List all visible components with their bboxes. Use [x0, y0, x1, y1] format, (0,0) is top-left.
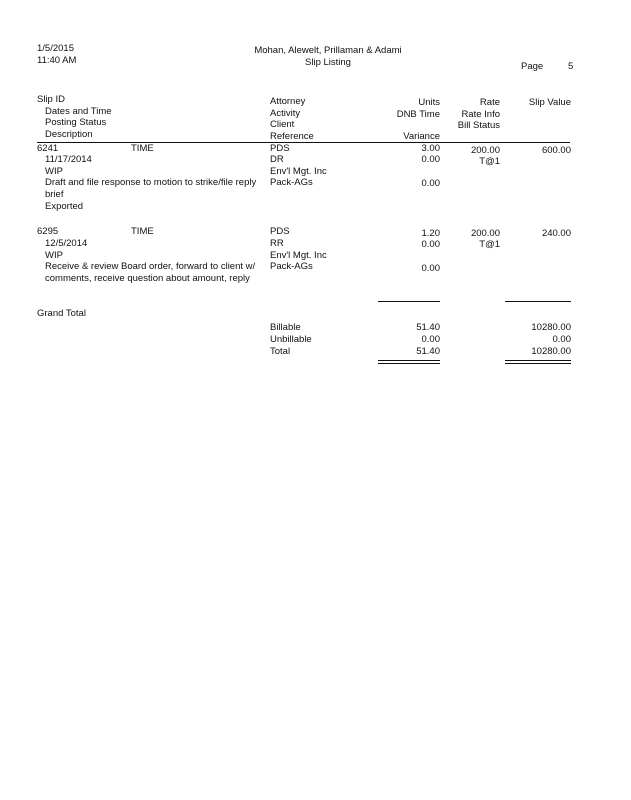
- slip-value: 600.00: [541, 145, 571, 156]
- slip-status: WIP: [45, 166, 63, 177]
- slip-activity: RR: [270, 238, 284, 249]
- slip-export-status: Exported: [45, 201, 84, 212]
- slip-type: TIME: [131, 143, 154, 154]
- slip-reference: Pack-AGs: [270, 177, 313, 188]
- billable-label: Billable: [270, 322, 301, 333]
- slip-id: 6241: [37, 143, 59, 154]
- report-time: 11:40 AM: [37, 55, 77, 66]
- slip-description-line: brief: [45, 189, 64, 200]
- value-subtotal-rule: [505, 301, 571, 302]
- firm-name: Mohan, Alewelt, Prillaman & Adami: [254, 45, 402, 56]
- slip-activity: DR: [270, 154, 284, 165]
- slip-type: TIME: [131, 226, 154, 237]
- slip-description-line: Receive & review Board order, forward to client w/: [45, 261, 256, 272]
- total-units: 51.40: [416, 346, 440, 357]
- slip-dnb-time: 0.00: [421, 239, 440, 250]
- col-bill-status: Bill Status: [457, 120, 500, 131]
- slip-rate-info: T@1: [479, 239, 500, 250]
- units-total-double-rule: [378, 360, 440, 364]
- slip-date: 11/17/2014: [45, 154, 92, 165]
- col-dates-time: Dates and Time: [45, 106, 112, 117]
- slip-description-line: Draft and file response to motion to strike/file reply: [45, 177, 257, 188]
- col-rate: Rate: [479, 97, 500, 108]
- col-units: Units: [418, 97, 440, 108]
- col-client: Client: [270, 119, 295, 130]
- slip-id: 6295: [37, 226, 59, 237]
- col-activity: Activity: [270, 108, 301, 119]
- slip-attorney: PDS: [270, 143, 290, 154]
- slip-rate: 200.00: [470, 145, 500, 156]
- page-label: Page: [521, 61, 544, 72]
- page-number: 5: [568, 61, 574, 72]
- grand-total-label: Grand Total: [37, 308, 86, 319]
- slip-dnb-time: 0.00: [421, 154, 440, 165]
- unbillable-value: 0.00: [552, 334, 571, 345]
- col-description: Description: [45, 129, 93, 140]
- report-date: 1/5/2015: [37, 43, 74, 54]
- slip-client: Env'l Mgt. Inc: [270, 166, 327, 177]
- slip-units: 3.00: [421, 143, 440, 154]
- slip-rate-info: T@1: [479, 156, 500, 167]
- header-divider: [37, 142, 570, 143]
- col-variance: Variance: [403, 131, 440, 142]
- slip-value: 240.00: [541, 228, 571, 239]
- total-value: 10280.00: [531, 346, 571, 357]
- slip-client: Env'l Mgt. Inc: [270, 250, 327, 261]
- slip-attorney: PDS: [270, 226, 290, 237]
- unbillable-units: 0.00: [421, 334, 440, 345]
- slip-variance: 0.00: [421, 263, 440, 274]
- col-dnb-time: DNB Time: [396, 109, 440, 120]
- billable-value: 10280.00: [531, 322, 571, 333]
- report-title: Slip Listing: [305, 57, 351, 68]
- slip-date: 12/5/2014: [45, 238, 88, 249]
- slip-variance: 0.00: [421, 178, 440, 189]
- slip-units: 1.20: [421, 228, 440, 239]
- col-posting-status: Posting Status: [45, 117, 107, 128]
- billable-units: 51.40: [416, 322, 440, 333]
- col-slip-id: Slip ID: [37, 94, 65, 105]
- total-label: Total: [270, 346, 291, 357]
- col-rate-info: Rate Info: [461, 109, 500, 120]
- col-attorney: Attorney: [270, 96, 306, 107]
- slip-rate: 200.00: [470, 228, 500, 239]
- value-total-double-rule: [505, 360, 571, 364]
- slip-description-line: comments, receive question about amount, reply: [45, 273, 250, 284]
- units-subtotal-rule: [378, 301, 440, 302]
- col-reference: Reference: [270, 131, 314, 142]
- slip-status: WIP: [45, 250, 63, 261]
- col-slip-value: Slip Value: [528, 97, 571, 108]
- slip-reference: Pack-AGs: [270, 261, 313, 272]
- unbillable-label: Unbillable: [270, 334, 312, 345]
